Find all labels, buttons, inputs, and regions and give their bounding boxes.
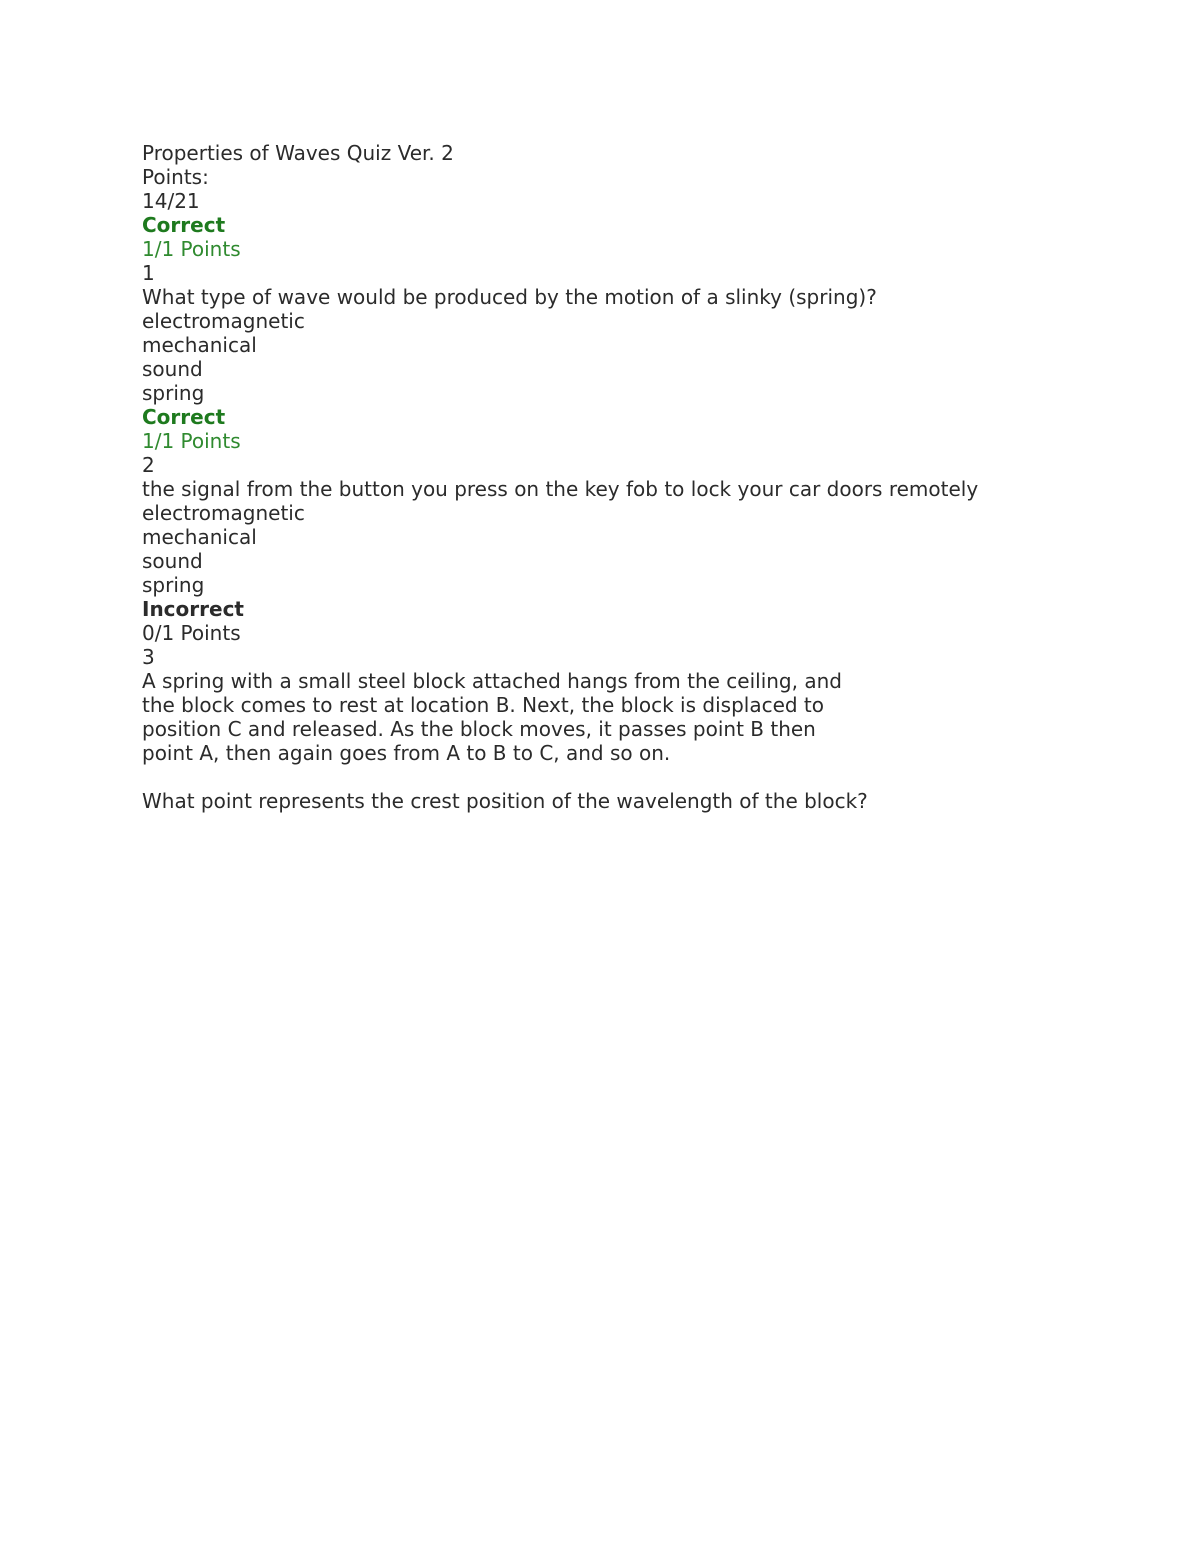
question-points: 1/1 Points [142, 237, 241, 261]
quiz-document [142, 141, 1142, 813]
points-label: Points: [142, 165, 209, 189]
answer-option[interactable]: spring [142, 573, 205, 597]
answer-option[interactable]: spring [142, 381, 205, 405]
question-prompt-line: point A, then again goes from A to B to C, and so on. [142, 741, 671, 765]
quiz-title: Properties of Waves Quiz Ver. 2 [142, 141, 454, 165]
question-prompt-line: position C and released. As the block moves, it passes point B then [142, 717, 816, 741]
question-points: 0/1 Points [142, 621, 241, 645]
question-prompt: What type of wave would be produced by the motion of a slinky (spring)? [142, 285, 877, 309]
answer-option[interactable]: electromagnetic [142, 501, 305, 525]
question-status: Correct [142, 213, 226, 237]
question-points: 1/1 Points [142, 429, 241, 453]
spacer [142, 765, 1142, 789]
answer-option[interactable]: sound [142, 549, 203, 573]
question-number: 2 [142, 453, 155, 477]
question-1 [142, 213, 1142, 405]
question-number: 3 [142, 645, 155, 669]
answer-option[interactable]: sound [142, 357, 203, 381]
question-prompt-line: A spring with a small steel block attached hangs from the ceiling, and [142, 669, 842, 693]
question-number: 1 [142, 261, 155, 285]
question-prompt-line: the block comes to rest at location B. Next, the block is displaced to [142, 693, 825, 717]
answer-option[interactable]: electromagnetic [142, 309, 305, 333]
answer-option[interactable]: mechanical [142, 333, 257, 357]
question-status: Incorrect [142, 597, 244, 621]
question-2 [142, 405, 1142, 597]
question-prompt: the signal from the button you press on the key fob to lock your car doors remotely [142, 477, 979, 501]
question-3 [142, 597, 1142, 813]
answer-option[interactable]: mechanical [142, 525, 257, 549]
question-text: What point represents the crest position of the wavelength of the block? [142, 789, 868, 813]
question-status: Correct [142, 405, 226, 429]
quiz-score: 14/21 [142, 189, 200, 213]
